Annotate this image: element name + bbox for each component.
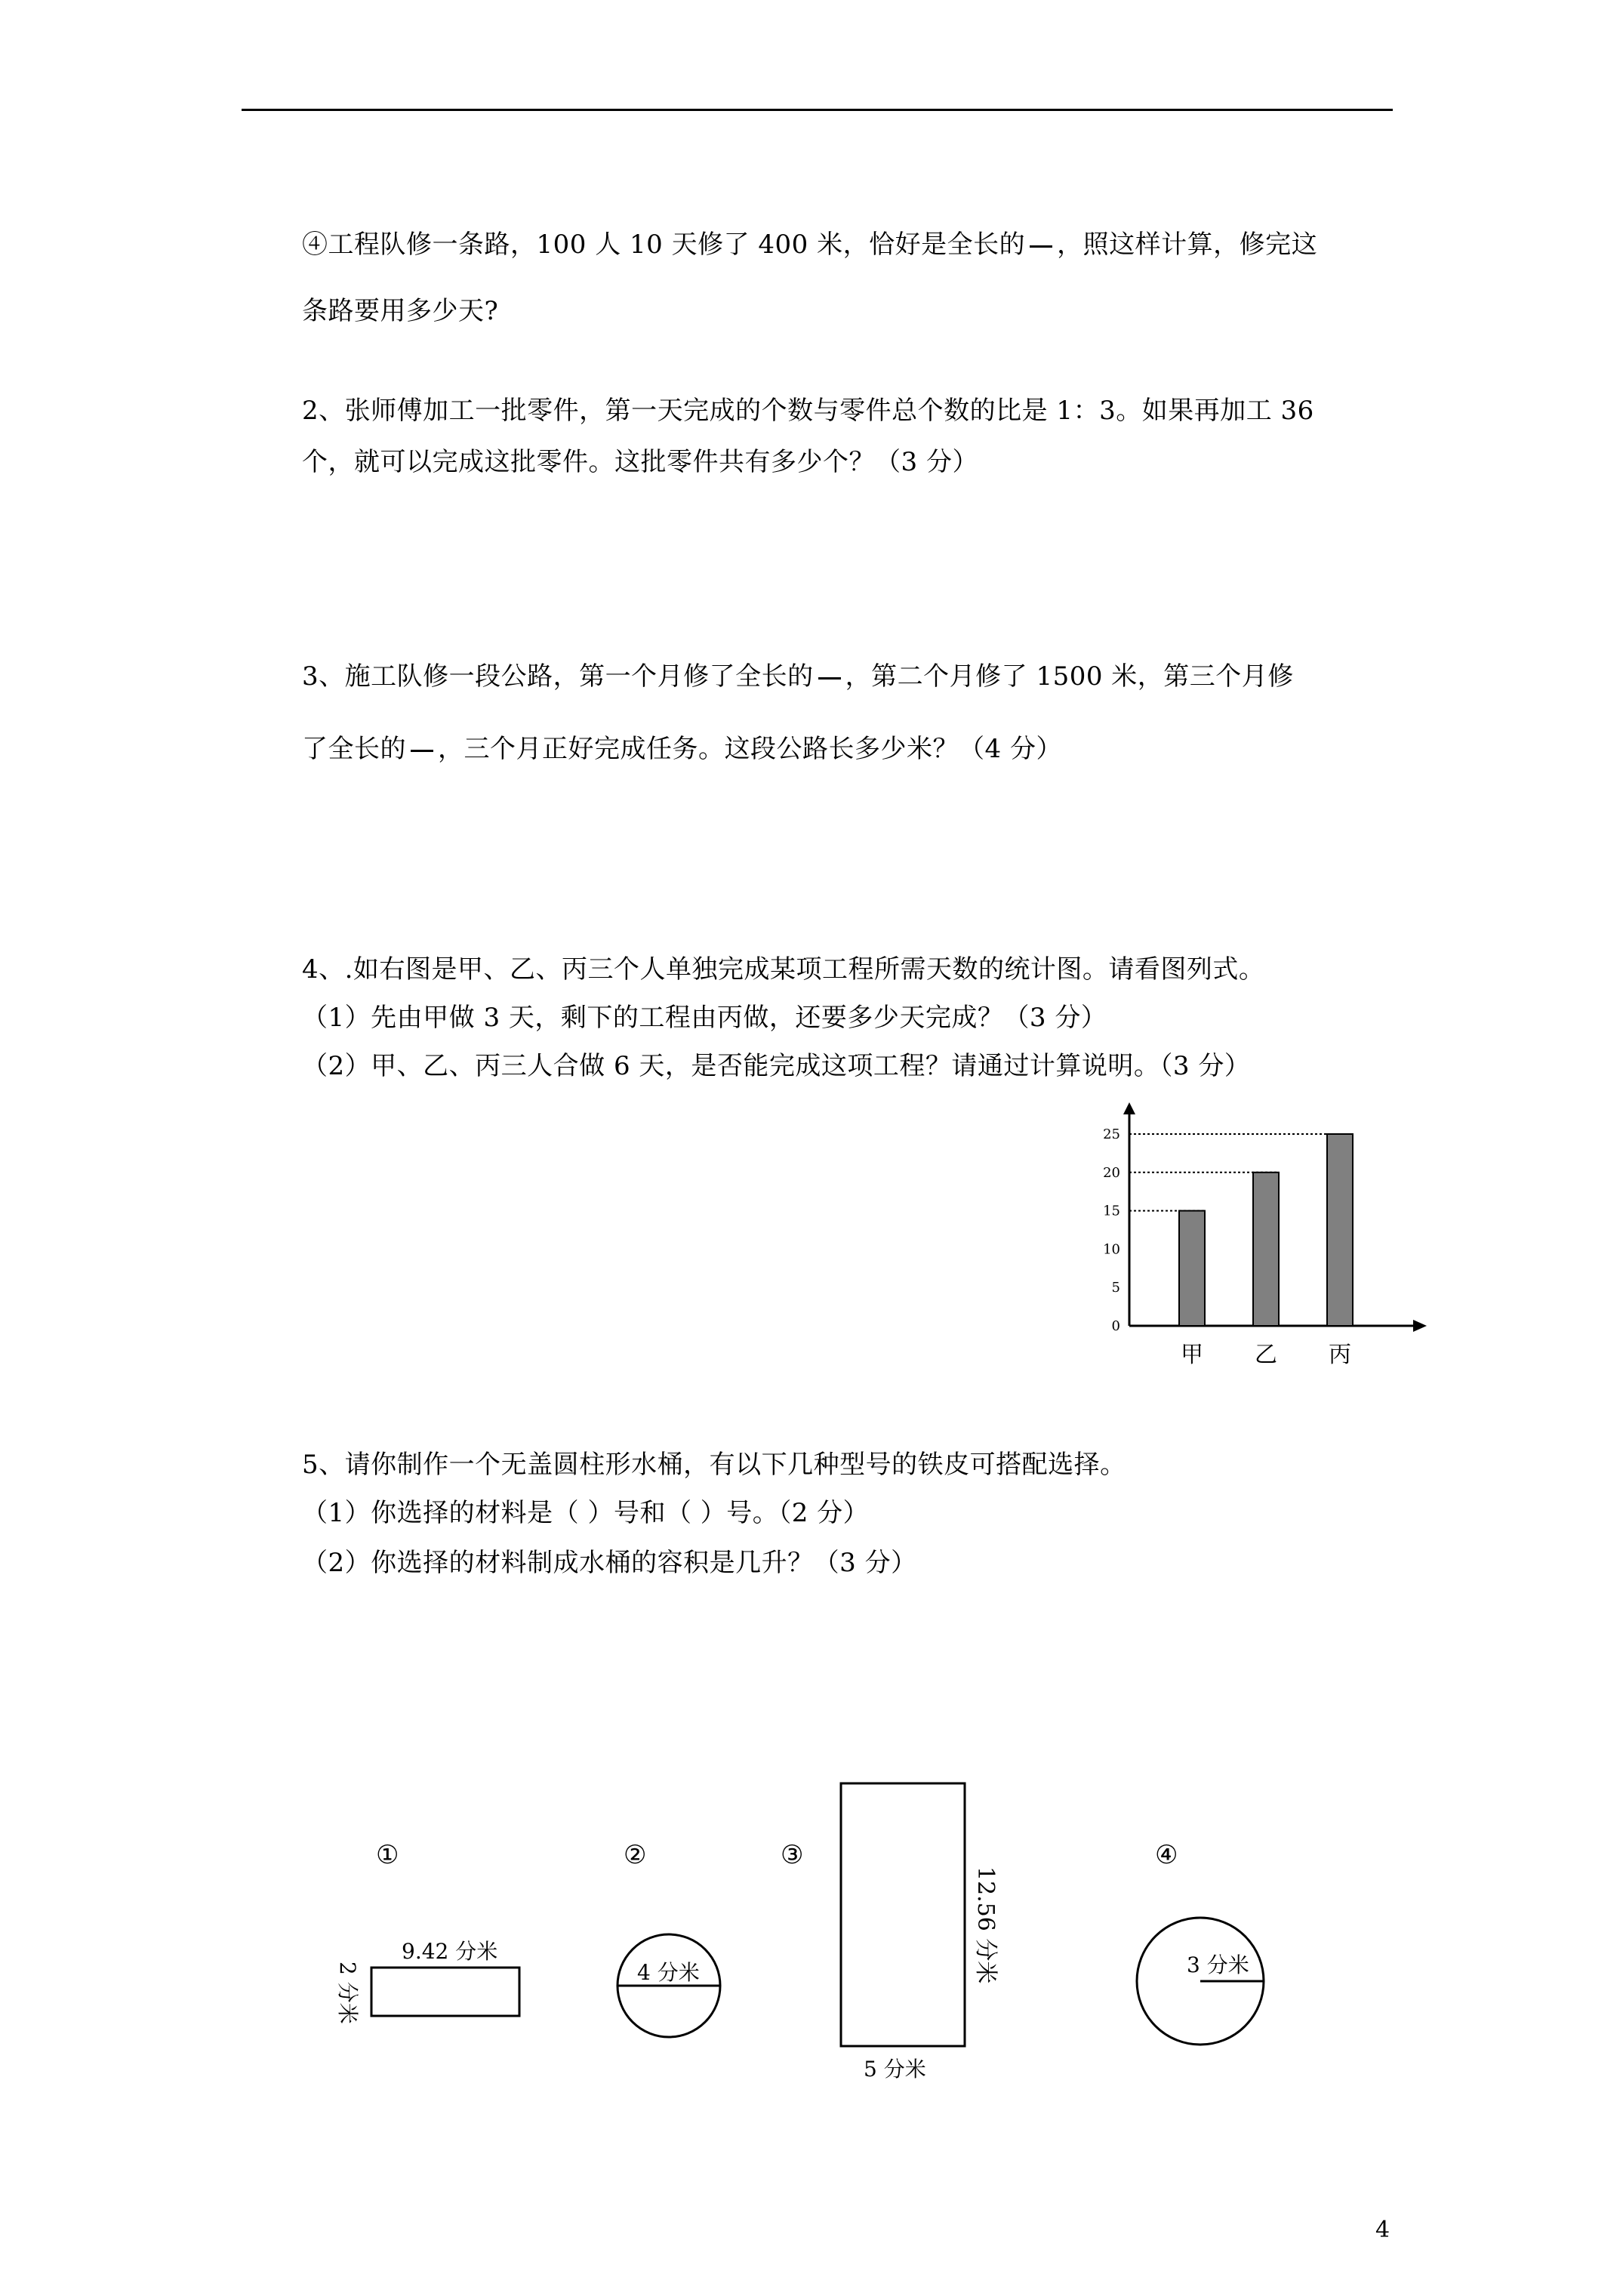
material-figures xyxy=(0,1759,1623,2091)
problem3-line1 xyxy=(302,655,1294,692)
problem2-line2: 个，就可以完成这批零件。这批零件共有多少个？（3 分） xyxy=(302,447,978,477)
fig1-height-label: 2 分米 xyxy=(335,1962,360,2024)
problem3-text-c: 了全长的 xyxy=(302,734,406,764)
problem3-text-d: ，三个月正好完成任务。这段公路长多少米？（4 分） xyxy=(438,734,1062,764)
y-tick-label: 10 xyxy=(1103,1241,1120,1258)
fig3-height-label: 12.56 分米 xyxy=(972,1866,999,1984)
bar-chart xyxy=(1079,1087,1434,1389)
fig4-radius-label: 3 分米 xyxy=(1187,1952,1249,1977)
y-tick-label: 0 xyxy=(1111,1318,1120,1334)
problem4-line1: 4、.如右图是甲、乙、丙三个人单独完成某项工程所需天数的统计图。请看图列式。 xyxy=(302,954,1265,985)
fig4-label: ④ xyxy=(1155,1840,1178,1870)
problem5-line3: （2）你选择的材料制成水桶的容积是几升？（3 分） xyxy=(302,1548,917,1578)
fig3-label: ③ xyxy=(781,1840,804,1870)
y-tick-label: 15 xyxy=(1103,1203,1120,1219)
problem3-text-b: ，第二个月修了 1500 米，第三个月修 xyxy=(845,661,1294,692)
x-axis-arrow-icon xyxy=(1413,1320,1427,1332)
problem5-line1: 5、请你制作一个无盖圆柱形水桶，有以下几种型号的铁皮可搭配选择。 xyxy=(302,1450,1126,1480)
problem4-line3: （2）甲、乙、丙三人合做 6 天，是否能完成这项工程？请通过计算说明。（3 分） xyxy=(302,1051,1251,1081)
fraction-bar xyxy=(818,677,841,680)
fig1-label: ① xyxy=(376,1840,399,1870)
x-category-label: 丙 xyxy=(1329,1342,1351,1368)
q4-cont-text-a: ④工程队修一条路，100 人 10 天修了 400 米，恰好是全长的 xyxy=(302,230,1026,260)
problem2-line1: 2、张师傅加工一批零件，第一天完成的个数与零件总个数的比是 1：3。如果再加工 36 xyxy=(302,396,1314,426)
fig1-rectangle xyxy=(371,1968,519,2016)
x-category-label: 甲 xyxy=(1181,1342,1203,1368)
fraction-bar xyxy=(1030,245,1052,248)
fraction-bar xyxy=(411,750,433,752)
fig1-width-label: 9.42 分米 xyxy=(402,1939,498,1964)
fig3-rectangle xyxy=(841,1783,965,2046)
q4-cont-line1 xyxy=(302,223,1317,260)
bar-2 xyxy=(1253,1173,1279,1326)
y-tick-label: 25 xyxy=(1103,1126,1120,1142)
problem3-line2 xyxy=(302,728,1062,765)
problem5-line2: （1）你选择的材料是（ ）号和（ ）号。（2 分） xyxy=(302,1498,870,1528)
fig2-diameter-label: 4 分米 xyxy=(637,1960,700,1985)
q4-cont-line2: 条路要用多少天? xyxy=(302,296,499,326)
y-axis-arrow-icon xyxy=(1123,1102,1135,1114)
y-tick-label: 20 xyxy=(1103,1164,1120,1181)
q4-cont-text-b: ，照这样计算，修完这 xyxy=(1057,230,1318,260)
x-category-label: 乙 xyxy=(1255,1342,1277,1368)
y-tick-label: 5 xyxy=(1111,1280,1120,1296)
header-rule xyxy=(242,109,1393,111)
bar-1 xyxy=(1179,1211,1205,1326)
bar-3 xyxy=(1327,1134,1353,1326)
problem3-text-a: 3、施工队修一段公路，第一个月修了全长的 xyxy=(302,661,814,692)
fig2-label: ② xyxy=(624,1840,647,1870)
problem4-line2: （1）先由甲做 3 天，剩下的工程由丙做，还要多少天完成？（3 分） xyxy=(302,1003,1107,1033)
fig3-width-label: 5 分米 xyxy=(864,2057,926,2082)
page-number: 4 xyxy=(1375,2217,1390,2243)
